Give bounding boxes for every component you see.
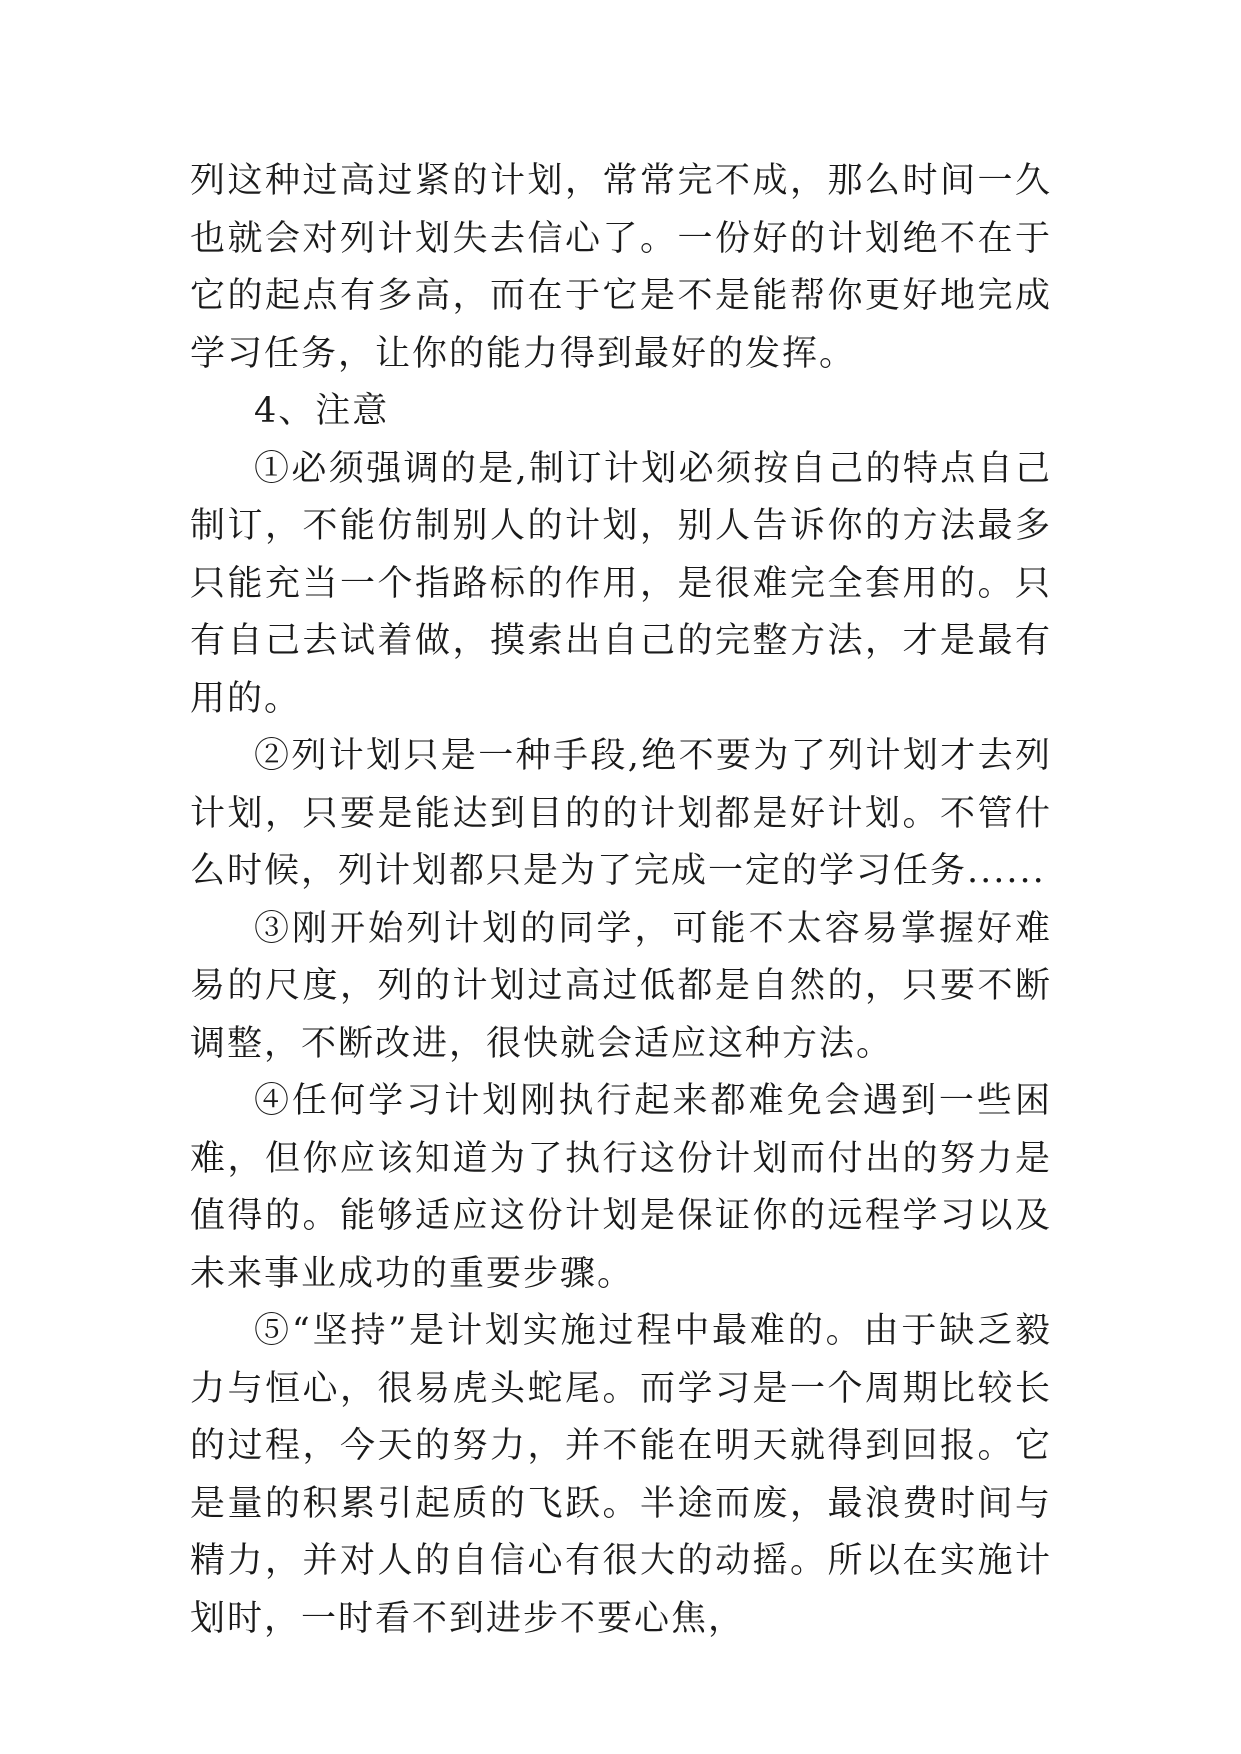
paragraph-note-2: ②列计划只是一种手段,绝不要为了列计划才去列计划，只要是能达到目的的计划都是好计划。不管什么时候，列计划都只是为了完成一定的学习任务...... (190, 736, 1052, 891)
paragraph-note-3: ③刚开始列计划的同学，可能不太容易掌握好难易的尺度，列的计划过高过低都是自然的，只要不断调整，不断改进，很快就会适应这种方法。 (190, 908, 1052, 1064)
paragraph-note-1: ①必须强调的是,制订计划必须按自己的特点自己制订，不能仿制别人的计划，别人告诉你的方法最多只能充当一个指路标的作用，是很难完全套用的。只有自己去试着做，摸索出自己的完整方法，才是最有用的。 (190, 448, 1052, 719)
paragraph-note-5: ⑤“坚持”是计划实施过程中最难的。由于缺乏毅力与恒心，很易虎头蛇尾。而学习是一个周期比较长的过程，今天的努力，并不能在明天就得到回报。它是量的积累引起质的飞跃。半途而废，最浪费时间与精力，并对人的自信心有很大的动摇。所以在实施计划时，一时看不到进步不要心焦， (190, 1311, 1052, 1639)
paragraph-note-4: ④任何学习计划刚执行起来都难免会遇到一些困难，但你应该知道为了执行这份计划而付出的努力是值得的。能够适应这份计划是保证你的远程学习以及未来事业成功的重要步骤。 (190, 1081, 1052, 1294)
document-body (190, 153, 1052, 1648)
section-heading-notes: 4、注意 (254, 391, 390, 431)
paragraph-continuation: 列这种过高过紧的计划，常常完不成，那么时间一久也就会对列计划失去信心了。一份好的计划绝不在于它的起点有多高，而在于它是不是能帮你更好地完成学习任务，让你的能力得到最好的发挥。 (190, 161, 1052, 374)
